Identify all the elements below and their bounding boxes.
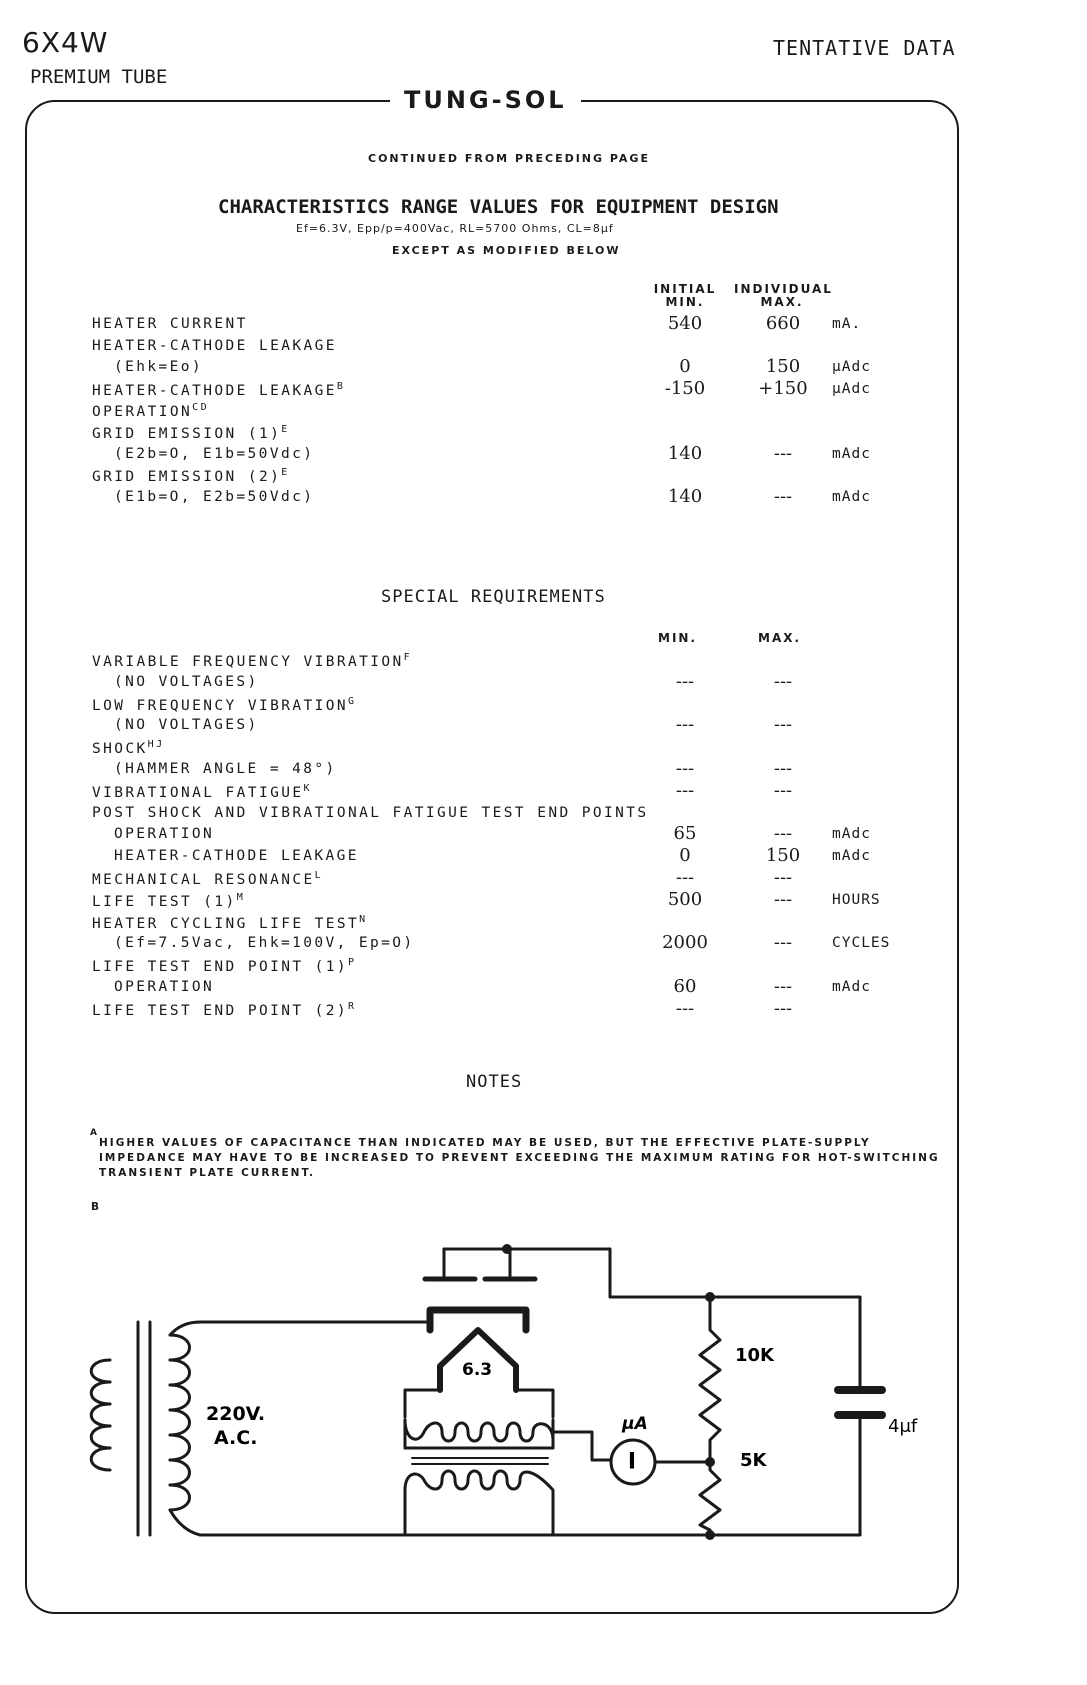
char-label: HEATER-CATHODE LEAKAGE: [92, 337, 337, 354]
special-value-max: ---: [773, 670, 793, 692]
special-unit: CYCLES: [832, 935, 891, 952]
char-value-min: -150: [664, 377, 706, 399]
wire-heater-right: [516, 1390, 553, 1417]
junction-dot-top: [502, 1244, 512, 1254]
special-value-max: ---: [773, 758, 793, 779]
char-value-min: 540: [667, 313, 703, 334]
status-label: TENTATIVE DATA: [773, 36, 956, 60]
special-label: (Ef=7.5Vac, Ehk=100V, Ep=O): [114, 935, 415, 952]
special-label: HEATER-CATHODE LEAKAGE: [114, 848, 359, 865]
supply-label-2: A.C.: [214, 1427, 258, 1449]
col-initial-min: INITIAL MIN.: [653, 282, 717, 309]
except-note: EXCEPT AS MODIFIED BELOW: [392, 244, 621, 257]
subtitle: PREMIUM TUBE: [30, 66, 168, 88]
char-value-min: 140: [667, 442, 703, 464]
special-value-min: 500: [667, 888, 703, 910]
special-label: (HAMMER ANGLE = 48°): [114, 761, 337, 777]
wire-ground-bus: [170, 1415, 860, 1535]
char-unit: mAdc: [832, 445, 871, 462]
char-label: (E1b=O, E2b=50Vdc): [114, 488, 315, 505]
special-value-min: 60: [673, 976, 697, 997]
transformer-secondary: [170, 1335, 190, 1510]
heater-transformer-upper: [405, 1420, 610, 1460]
wire-top-rail: [610, 1249, 860, 1390]
resistor-5k-label: 5K: [740, 1450, 767, 1471]
special-label: OPERATION: [114, 979, 215, 995]
special-unit: mAdc: [832, 848, 871, 865]
meter-symbol: I: [627, 1449, 637, 1475]
char-value-max: 660: [765, 313, 801, 334]
char-value-max: ---: [773, 442, 793, 464]
tube-plates: [430, 1310, 526, 1330]
meter-unit: μA: [622, 1414, 648, 1434]
special-label: VARIABLE FREQUENCY $VIBRATION^F$: [92, 652, 413, 670]
special-value-max: ---: [773, 888, 793, 910]
special-label: MECHANICAL $RESONANCE^L$: [92, 870, 324, 888]
special-value-min: ---: [675, 758, 695, 779]
special-value-min: ---: [675, 670, 695, 692]
notes-title: NOTES: [466, 1072, 523, 1092]
special-unit: mAdc: [832, 826, 871, 843]
special-label: LIFE TEST $(1)^M$: [92, 891, 246, 910]
special-label: VIBRATIONAL $FATIGUE^K$: [92, 782, 312, 801]
special-value-max: ---: [773, 867, 793, 888]
special-value-min: ---: [675, 867, 695, 888]
char-value-max: +150: [758, 377, 808, 399]
special-title: SPECIAL REQUIREMENTS: [381, 587, 606, 607]
capacitor-label: 4μf: [888, 1416, 918, 1437]
brand-logo: TUNG-SOL: [390, 86, 581, 114]
special-value-max: ---: [773, 932, 793, 954]
special-label: (NO VOLTAGES): [114, 673, 259, 690]
wire-secondary-top: [170, 1322, 430, 1335]
col-min: MIN.: [658, 631, 698, 645]
special-label: LOW FREQUENCY $VIBRATION^G$: [92, 695, 357, 714]
special-value-min: 2000: [662, 932, 708, 954]
characteristics-title: CHARACTERISTICS RANGE VALUES FOR EQUIPMENT DESIGN: [218, 196, 779, 218]
continued-note: CONTINUED FROM PRECEDING PAGE: [368, 152, 650, 165]
special-value-max: 150: [765, 845, 801, 867]
char-value-min: 140: [667, 485, 703, 507]
note-a-marker: A: [90, 1128, 99, 1138]
char-label: (Ehk=Eo): [114, 359, 204, 376]
char-label: GRID EMISSION $(2)^E$: [92, 467, 290, 486]
special-unit: HOURS: [832, 891, 881, 908]
special-value-max: ---: [773, 714, 793, 736]
junction-dot-rail: [705, 1292, 715, 1302]
resistor-10k: [700, 1297, 720, 1462]
filament-label: 6.3: [462, 1360, 493, 1380]
special-value-min: 0: [679, 845, 691, 867]
char-unit: mA.: [832, 316, 862, 332]
col-max: MAX.: [758, 631, 802, 645]
char-label: (E2b=O, E1b=50Vdc): [114, 445, 315, 462]
char-unit: mAdc: [832, 488, 871, 505]
special-unit: mAdc: [832, 979, 871, 995]
special-label: $SHOCK^{HJ}$: [92, 739, 165, 758]
char-unit: μAdc: [832, 359, 871, 376]
special-label: (NO VOLTAGES): [114, 717, 259, 734]
char-label: GRID EMISSION $(1)^E$: [92, 424, 290, 442]
transformer-primary: [91, 1360, 110, 1470]
wire-heater-left: [405, 1390, 440, 1417]
resistor-5k: [700, 1462, 720, 1535]
char-value-min: 0: [679, 356, 691, 378]
special-value-max: ---: [773, 779, 793, 801]
supply-label-1: 220V.: [206, 1403, 266, 1425]
note-a-text: HIGHER VALUES OF CAPACITANCE THAN INDICATED MAY BE USED, BUT THE EFFECTIVE PLATE-SUPPLY IMPEDANCE MAY HAVE TO BE INCREASED TO PREVENT EXCEEDING THE MAXIMUM RATING FOR HOT-SWITCHING TRANSIENT PLATE CURRENT.: [99, 1137, 940, 1179]
char-label: HEATER-CATHODE $LEAKAGE^B$: [92, 380, 346, 399]
junction-dot-mid: [705, 1457, 715, 1467]
special-value-min: ---: [675, 714, 695, 736]
special-label: HEATER CYCLING LIFE $TEST^N$: [92, 913, 368, 932]
char-value-max: ---: [773, 485, 793, 507]
heater-transformer-lower: [405, 1471, 553, 1535]
test-conditions: Ef=6.3V, Epp/p=400Vac, RL=5700 Ohms, CL=8μf: [296, 222, 614, 235]
special-value-max: ---: [773, 976, 793, 997]
special-label: LIFE TEST END POINT $(2)^R$: [92, 1000, 357, 1019]
char-label: $OPERATION^{CD}$: [92, 402, 210, 421]
special-label: POST SHOCK AND VIBRATIONAL FATIGUE TEST END POINTS: [92, 804, 649, 821]
special-value-min: ---: [675, 779, 695, 801]
tube-type: 6X4W: [22, 26, 109, 59]
char-unit: μAdc: [832, 380, 871, 397]
char-value-max: 150: [765, 356, 801, 378]
char-label: HEATER CURRENT: [92, 316, 248, 332]
note-b-marker: B: [91, 1201, 102, 1213]
resistor-10k-label: 10K: [735, 1345, 774, 1366]
special-value-min: 65: [673, 823, 697, 845]
special-value-min: ---: [675, 997, 695, 1019]
junction-dot-ground: [705, 1530, 715, 1540]
special-value-max: ---: [773, 997, 793, 1019]
special-label: LIFE TEST END POINT $(1)^P$: [92, 957, 357, 976]
col-individual-max: INDIVIDUAL MAX.: [734, 282, 833, 309]
special-value-max: ---: [773, 823, 793, 845]
special-label: OPERATION: [114, 826, 215, 843]
